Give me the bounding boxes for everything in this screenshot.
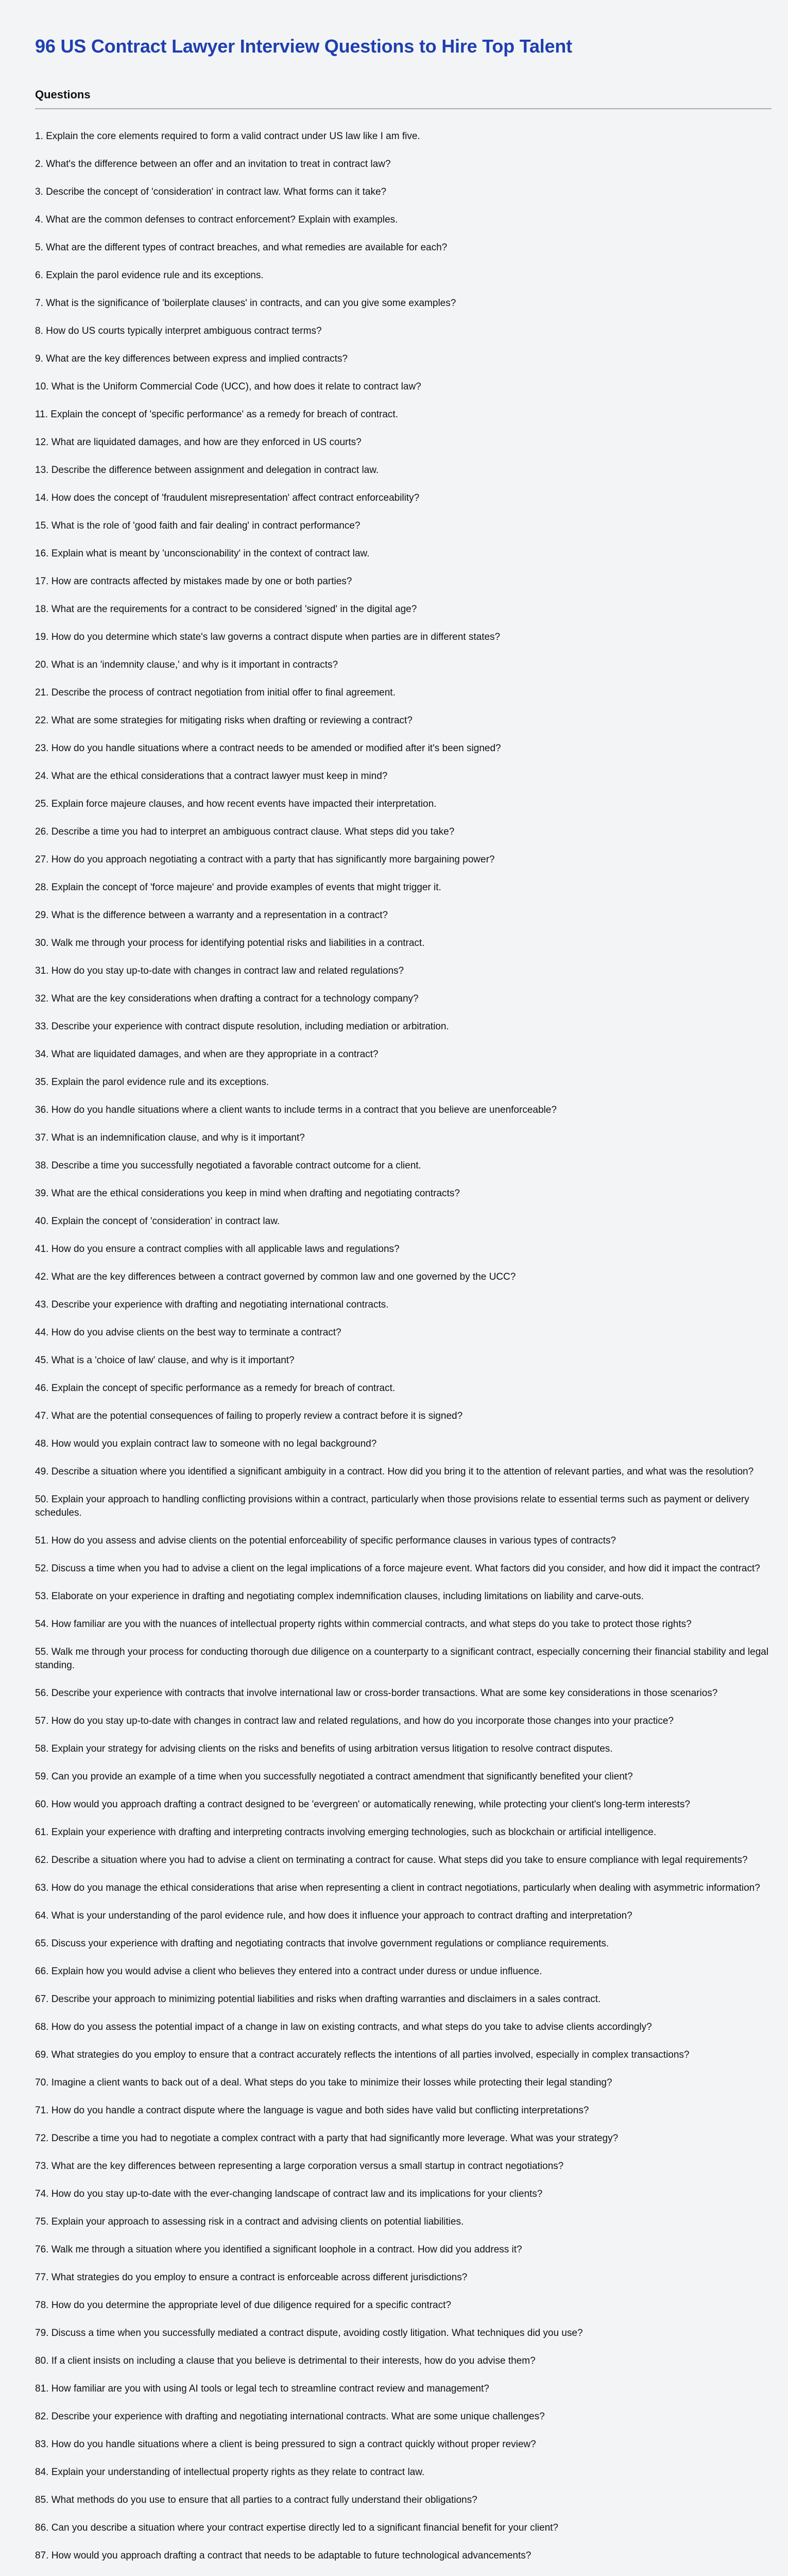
question-item: 71. How do you handle a contract dispute where the language is vague and both sides have valid but conflicting interpretations? (35, 2105, 589, 2116)
question-item: 52. Discuss a time when you had to advise a client on the legal implications of a force majeure event. What factors did you consider, and how did it impact the contract? (35, 1563, 760, 1574)
question-item: 87. How would you approach drafting a contract that needs to be adaptable to future technological advancements? (35, 2550, 532, 2561)
question-item: 5. What are the different types of contract breaches, and what remedies are available for each? (35, 242, 448, 253)
page-title: 96 US Contract Lawyer Interview Questions to Hire Top Talent (35, 36, 572, 57)
question-item: 43. Describe your experience with drafting and negotiating international contracts. (35, 1299, 389, 1310)
question-item: 66. Explain how you would advise a client who believes they entered into a contract under duress or undue influence. (35, 1966, 542, 1977)
question-item: 8. How do US courts typically interpret ambiguous contract terms? (35, 326, 322, 336)
question-item: 64. What is your understanding of the parol evidence rule, and how does it influence your approach to contract drafting and interpretation? (35, 1910, 632, 1921)
question-item: 73. What are the key differences between representing a large corporation versus a small startup in contract negotiations? (35, 2161, 564, 2172)
question-item: 44. How do you advise clients on the best way to terminate a contract? (35, 1327, 341, 1338)
question-item: 49. Describe a situation where you identified a significant ambiguity in a contract. How did you bring it to the attention of relevant parties, and what was the resolution? (35, 1466, 754, 1477)
question-item: 11. Explain the concept of 'specific performance' as a remedy for breach of contract. (35, 409, 398, 420)
question-item: 19. How do you determine which state's law governs a contract dispute when parties are in different states? (35, 632, 501, 642)
question-item: 28. Explain the concept of 'force majeure' and provide examples of events that might trigger it. (35, 882, 441, 893)
question-item: 40. Explain the concept of 'consideration' in contract law. (35, 1216, 280, 1227)
question-item: 15. What is the role of 'good faith and fair dealing' in contract performance? (35, 520, 361, 531)
question-item: 25. Explain force majeure clauses, and how recent events have impacted their interpretation. (35, 799, 437, 809)
question-item: 59. Can you provide an example of a time when you successfully negotiated a contract amendment that significantly benefited your client? (35, 1771, 633, 1782)
question-item: 77. What strategies do you employ to ensure a contract is enforceable across different jurisdictions? (35, 2272, 468, 2283)
question-item: 48. How would you explain contract law to someone with no legal background? (35, 1438, 377, 1449)
question-item: 78. How do you determine the appropriate level of due diligence required for a specific contract? (35, 2300, 451, 2311)
question-item: 70. Imagine a client wants to back out of a deal. What steps do you take to minimize their losses while protecting their legal standing? (35, 2077, 612, 2088)
question-item: 21. Describe the process of contract negotiation from initial offer to final agreement. (35, 687, 396, 698)
question-item: 55. Walk me through your process for conducting thorough due diligence on a counterparty to a significant contract, especially concerning their financial stability and legal standing. (35, 1647, 769, 1671)
question-item: 76. Walk me through a situation where you identified a significant loophole in a contract. How did you address it? (35, 2244, 522, 2255)
question-item: 17. How are contracts affected by mistakes made by one or both parties? (35, 576, 352, 587)
question-item: 86. Can you describe a situation where your contract expertise directly led to a significant financial benefit for your client? (35, 2522, 558, 2533)
question-item: 80. If a client insists on including a clause that you believe is detrimental to their interests, how do you advise them? (35, 2355, 536, 2366)
question-item: 47. What are the potential consequences of failing to properly review a contract before it is signed? (35, 1411, 463, 1421)
question-item: 69. What strategies do you employ to ensure that a contract accurately reflects the intentions of all parties involved, especially in complex transactions? (35, 2049, 690, 2060)
question-item: 26. Describe a time you had to interpret an ambiguous contract clause. What steps did you take? (35, 826, 455, 837)
question-item: 84. Explain your understanding of intellectual property rights as they relate to contract law. (35, 2467, 425, 2478)
question-item: 22. What are some strategies for mitigating risks when drafting or reviewing a contract? (35, 715, 413, 726)
question-item: 83. How do you handle situations where a client is being pressured to sign a contract quickly without proper review? (35, 2439, 536, 2450)
question-item: 42. What are the key differences between a contract governed by common law and one governed by the UCC? (35, 1272, 516, 1282)
question-item: 10. What is the Uniform Commercial Code (UCC), and how does it relate to contract law? (35, 381, 421, 392)
question-item: 50. Explain your approach to handling conflicting provisions within a contract, particularly when those provisions relate to essential terms such as payment or delivery schedules. (35, 1494, 749, 1518)
question-item: 58. Explain your strategy for advising clients on the risks and benefits of using arbitration versus litigation to resolve contract disputes. (35, 1743, 613, 1754)
question-item: 13. Describe the difference between assignment and delegation in contract law. (35, 465, 379, 476)
question-item: 3. Describe the concept of 'consideration' in contract law. What forms can it take? (35, 187, 387, 197)
question-item: 4. What are the common defenses to contract enforcement? Explain with examples. (35, 214, 398, 225)
question-item: 33. Describe your experience with contract dispute resolution, including mediation or arbitration. (35, 1021, 449, 1032)
question-item: 75. Explain your approach to assessing risk in a contract and advising clients on potential liabilities. (35, 2216, 464, 2227)
question-item: 23. How do you handle situations where a contract needs to be amended or modified after it's been signed? (35, 743, 501, 754)
question-item: 34. What are liquidated damages, and when are they appropriate in a contract? (35, 1049, 379, 1060)
question-item: 57. How do you stay up-to-date with changes in contract law and related regulations, and how do you incorporate those changes into your practice? (35, 1716, 674, 1726)
question-item: 82. Describe your experience with drafting and negotiating international contracts. What are some unique challenges? (35, 2411, 545, 2422)
question-item: 1. Explain the core elements required to form a valid contract under US law like I am five. (35, 131, 420, 142)
question-item: 81. How familiar are you with using AI tools or legal tech to streamline contract review and management? (35, 2383, 489, 2394)
question-item: 2. What's the difference between an offer and an invitation to treat in contract law? (35, 159, 391, 170)
question-item: 12. What are liquidated damages, and how are they enforced in US courts? (35, 437, 362, 448)
question-item: 37. What is an indemnification clause, and why is it important? (35, 1132, 305, 1143)
question-item: 56. Describe your experience with contracts that involve international law or cross-border transactions. What are some key considerations in those scenarios? (35, 1688, 718, 1699)
question-item: 67. Describe your approach to minimizing potential liabilities and risks when drafting warranties and disclaimers in a sales contract. (35, 1994, 601, 2005)
question-item: 74. How do you stay up-to-date with the ever-changing landscape of contract law and its implications for your clients? (35, 2189, 543, 2199)
question-item: 7. What is the significance of 'boilerplate clauses' in contracts, and can you give some examples? (35, 298, 456, 309)
question-item: 16. Explain what is meant by 'unconscionability' in the context of contract law. (35, 548, 370, 559)
question-item: 54. How familiar are you with the nuances of intellectual property rights within commercial contracts, and what steps do you take to protect those rights? (35, 1619, 692, 1630)
question-item: 51. How do you assess and advise clients on the potential enforceability of specific performance clauses in various types of contracts? (35, 1535, 616, 1546)
question-item: 32. What are the key considerations when drafting a contract for a technology company? (35, 993, 419, 1004)
question-item: 6. Explain the parol evidence rule and its exceptions. (35, 270, 264, 281)
question-item: 79. Discuss a time when you successfully mediated a contract dispute, avoiding costly litigation. What techniques did you use? (35, 2328, 583, 2338)
question-item: 18. What are the requirements for a contract to be considered 'signed' in the digital age? (35, 604, 417, 615)
question-item: 61. Explain your experience with drafting and interpreting contracts involving emerging technologies, such as blockchain or artificial intelligence. (35, 1827, 657, 1838)
question-item: 53. Elaborate on your experience in drafting and negotiating complex indemnification clauses, including limitations on liability and carve-outs. (35, 1591, 644, 1602)
question-item: 46. Explain the concept of specific performance as a remedy for breach of contract. (35, 1383, 396, 1394)
question-list (35, 130, 772, 2576)
question-item: 68. How do you assess the potential impact of a change in law on existing contracts, and what steps do you take to advise clients accordingly? (35, 2022, 652, 2032)
question-item: 9. What are the key differences between express and implied contracts? (35, 353, 348, 364)
question-item: 60. How would you approach drafting a contract designed to be 'evergreen' or automatically renewing, while protecting your client's long-term interests? (35, 1799, 690, 1810)
question-item: 24. What are the ethical considerations that a contract lawyer must keep in mind? (35, 771, 388, 782)
question-item: 14. How does the concept of 'fraudulent misrepresentation' affect contract enforceability? (35, 493, 420, 503)
question-item: 63. How do you manage the ethical considerations that arise when representing a client in contract negotiations, particularly when dealing with asymmetric information? (35, 1883, 760, 1893)
section-heading-questions: Questions (35, 88, 772, 109)
question-item: 31. How do you stay up-to-date with changes in contract law and related regulations? (35, 965, 404, 976)
question-item: 38. Describe a time you successfully negotiated a favorable contract outcome for a client. (35, 1160, 421, 1171)
question-item: 27. How do you approach negotiating a contract with a party that has significantly more bargaining power? (35, 854, 495, 865)
question-item: 62. Describe a situation where you had to advise a client on terminating a contract for cause. What steps did you take to ensure compliance with legal requirements? (35, 1855, 748, 1866)
question-item: 20. What is an 'indemnity clause,' and why is it important in contracts? (35, 659, 338, 670)
question-item: 36. How do you handle situations where a client wants to include terms in a contract that you believe are unenforceable? (35, 1105, 557, 1115)
question-item: 29. What is the difference between a warranty and a representation in a contract? (35, 910, 388, 921)
question-item: 65. Discuss your experience with drafting and negotiating contracts that involve government regulations or compliance requirements. (35, 1938, 609, 1949)
question-item: 39. What are the ethical considerations you keep in mind when drafting and negotiating contracts? (35, 1188, 460, 1199)
question-item: 41. How do you ensure a contract complies with all applicable laws and regulations? (35, 1244, 400, 1255)
question-item: 30. Walk me through your process for identifying potential risks and liabilities in a contract. (35, 938, 425, 948)
question-item: 72. Describe a time you had to negotiate a complex contract with a party that had significantly more leverage. What was your strategy? (35, 2133, 619, 2144)
question-item: 85. What methods do you use to ensure that all parties to a contract fully understand their obligations? (35, 2495, 477, 2505)
question-item: 35. Explain the parol evidence rule and its exceptions. (35, 1077, 269, 1088)
question-item: 45. What is a 'choice of law' clause, and why is it important? (35, 1355, 295, 1366)
